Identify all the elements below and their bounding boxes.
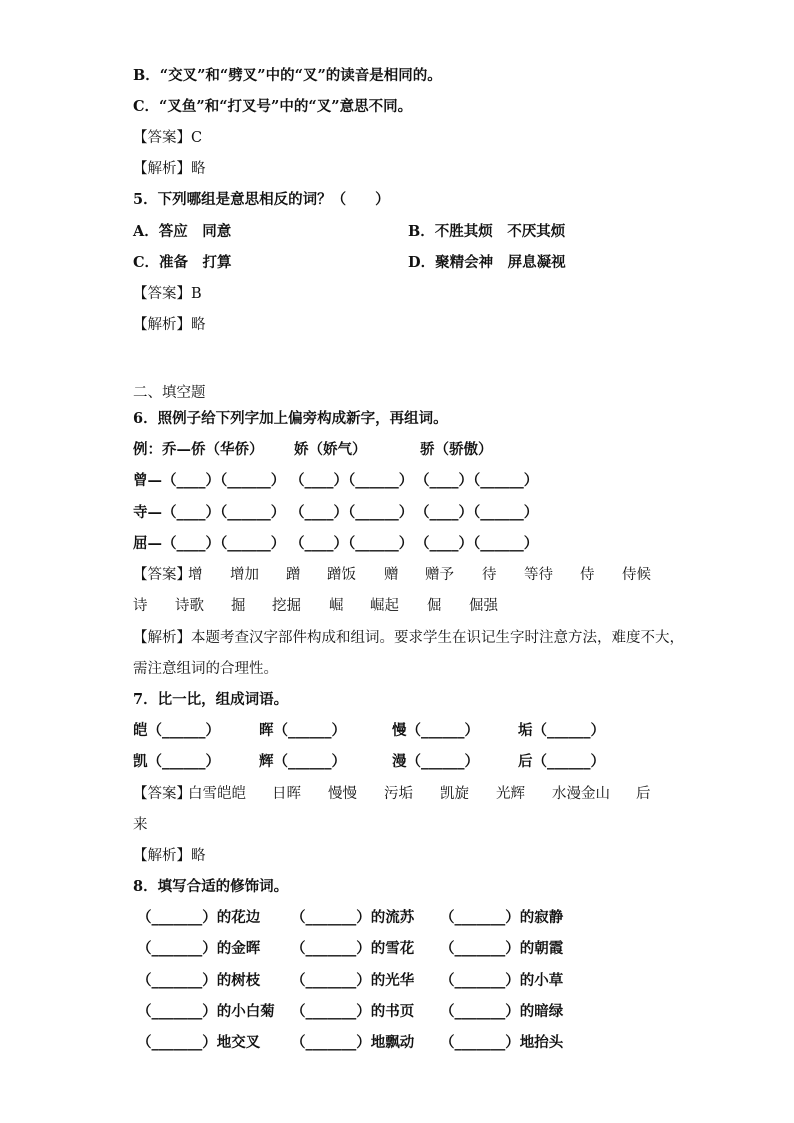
blank-cell: （_______）的小草 — [440, 972, 564, 989]
analysis-label: 【解析】 — [133, 630, 191, 646]
analysis-label: 【解析】 — [133, 317, 191, 333]
blank-cell: （_______）的书页 — [291, 1003, 415, 1020]
q6-stem: 6．照例子给下列字加上偏旁构成新字，再组词。 — [133, 410, 448, 427]
blank-cell: （_______）地抬头 — [440, 1034, 564, 1051]
blank-cell: （_______）地交叉 — [137, 1034, 261, 1051]
answer-label: 【答案】 — [133, 286, 191, 302]
q5-analysis — [133, 315, 206, 335]
q5-answer — [133, 284, 202, 304]
q4-analysis — [133, 159, 206, 179]
q7-answer-line-2: 来 — [133, 817, 148, 833]
blank-cell: （_______）的寂静 — [440, 909, 564, 926]
blank-cell: （_______）的暗绿 — [440, 1003, 564, 1020]
answer-word: 后 — [636, 786, 651, 802]
answer-label: 【答案】 — [133, 130, 191, 146]
blank-cell: 辉（______） — [259, 753, 346, 770]
blank-cell: （____）（______） — [290, 472, 414, 489]
blank-cell: 漫（______） — [392, 753, 479, 770]
answer-word: 凯旋 — [440, 786, 469, 802]
example-cell: 骄（骄傲） — [420, 441, 493, 458]
answer-value: B — [191, 286, 202, 302]
blank-cell: （_______）的流苏 — [291, 909, 415, 926]
section-title: 二、填空题 — [133, 385, 206, 401]
answer-word: 倔 — [427, 598, 442, 614]
blank-cell: （_______）的树枝 — [137, 972, 261, 989]
answer-word: 光辉 — [496, 786, 525, 802]
q7-analysis — [133, 846, 206, 866]
blank-cell: （____）（______） — [415, 535, 539, 552]
example-cell: 例：乔—侨（华侨） — [133, 441, 264, 458]
q4-option-b: B．“交叉”和“劈叉”中的“叉”的读音是相同的。 — [133, 67, 442, 84]
blank-cell: （_______）的金晖 — [137, 940, 261, 957]
answer-word: 侍候 — [622, 567, 651, 583]
analysis-label: 【解析】 — [133, 161, 191, 177]
example-cell: 娇（娇气） — [294, 441, 367, 458]
blank-cell: 垢（______） — [518, 722, 605, 739]
answer-label: 【答案】 — [133, 567, 191, 583]
blank-cell: 曾—（____）（______） — [133, 472, 286, 489]
blank-cell: （____）（______） — [290, 504, 414, 521]
blank-cell: （____）（______） — [415, 472, 539, 489]
answer-word: 赠 — [384, 567, 399, 583]
answer-word: 崛 — [329, 598, 344, 614]
answer-word: 增加 — [230, 567, 259, 583]
answer-value: C — [191, 130, 203, 146]
q7-stem: 7．比一比，组成词语。 — [133, 691, 289, 708]
answer-word: 蹭饭 — [327, 567, 356, 583]
blank-cell: （____）（______） — [290, 535, 414, 552]
answer-word: 诗 — [133, 598, 148, 614]
blank-cell: （_______）的小白菊 — [137, 1003, 275, 1020]
answer-word: 赠予 — [425, 567, 454, 583]
answer-word: 慢慢 — [328, 786, 357, 802]
answer-word: 增 — [188, 567, 203, 583]
q5-option-d: D．聚精会神 屏息凝视 — [408, 254, 566, 271]
q8-stem: 8．填写合适的修饰词。 — [133, 878, 289, 895]
analysis-value: 略 — [191, 848, 206, 864]
answer-word: 待 — [482, 567, 497, 583]
blank-cell: （_______）的朝霞 — [440, 940, 564, 957]
analysis-text: 本题考查汉字部件构成和组词。要求学生在识记生字时注意方法，难度不大， — [191, 630, 684, 646]
blank-cell: （_______）地飘动 — [291, 1034, 415, 1051]
q6-analysis-line-2: 需注意组词的合理性。 — [133, 661, 278, 677]
answer-label: 【答案】 — [133, 786, 191, 802]
analysis-value: 略 — [191, 161, 206, 177]
answer-word: 白雪皑皑 — [188, 786, 246, 802]
answer-word: 掘 — [231, 598, 246, 614]
blank-cell: 慢（______） — [392, 722, 479, 739]
blank-cell: （_______）的光华 — [291, 972, 415, 989]
blank-cell: 晖（______） — [259, 722, 346, 739]
answer-word: 等待 — [524, 567, 553, 583]
q4-answer — [133, 128, 202, 148]
blank-cell: 后（______） — [518, 753, 605, 770]
blank-cell: 屈—（____）（______） — [133, 535, 286, 552]
answer-word: 侍 — [580, 567, 595, 583]
answer-word: 蹭 — [286, 567, 301, 583]
answer-word: 崛起 — [370, 598, 399, 614]
q4-option-c: C．“叉鱼”和“打叉号”中的“叉”意思不同。 — [133, 98, 413, 115]
answer-word: 挖掘 — [272, 598, 301, 614]
q5-stem: 5．下列哪组是意思相反的词？（ ） — [133, 191, 390, 208]
blank-cell: （_______）的雪花 — [291, 940, 415, 957]
answer-word: 日晖 — [272, 786, 301, 802]
blank-cell: 寺—（____）（______） — [133, 504, 286, 521]
q5-option-a: A．答应 同意 — [133, 223, 232, 240]
answer-word: 倔强 — [469, 598, 498, 614]
answer-word: 诗歌 — [175, 598, 204, 614]
answer-word: 水漫金山 — [552, 786, 610, 802]
answer-word: 污垢 — [384, 786, 413, 802]
analysis-label: 【解析】 — [133, 848, 191, 864]
q5-option-b: B．不胜其烦 不厌其烦 — [408, 223, 566, 240]
q6-analysis-line-1 — [133, 628, 684, 648]
blank-cell: 凯（______） — [133, 753, 220, 770]
blank-cell: （_______）的花边 — [137, 909, 261, 926]
blank-cell: 皑（______） — [133, 722, 220, 739]
q5-option-c: C．准备 打算 — [133, 254, 232, 271]
analysis-value: 略 — [191, 317, 206, 333]
blank-cell: （____）（______） — [415, 504, 539, 521]
